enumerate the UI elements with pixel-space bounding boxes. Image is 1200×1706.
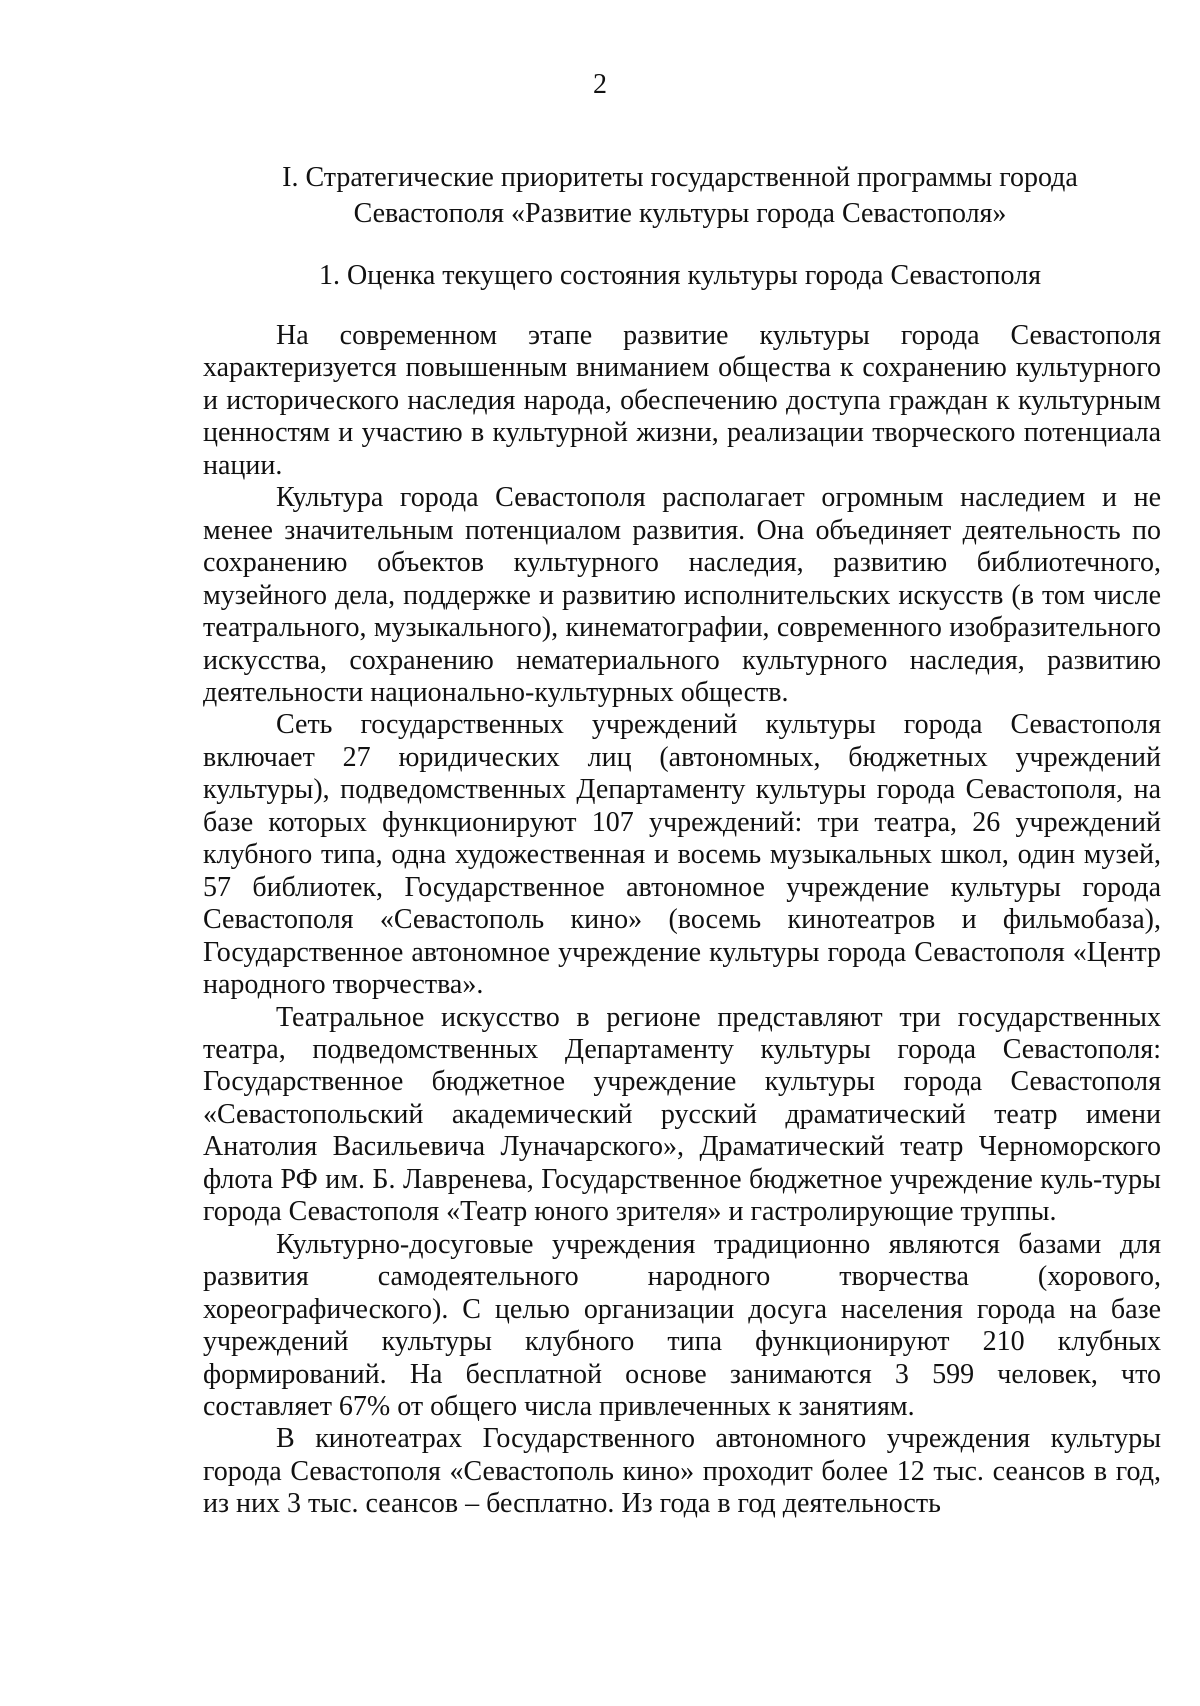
paragraph-5: Культурно-досуговые учреждения традиционно являются базами для развития самодеятельного народного творчества (хорового, хореографического). С целью организации досуга населения города на базе учреждений культуры клубного типа функционируют 210 клубных формирований. На бесплатной основе занимаются 3 599 человек, что составляет 67% от общего числа привлеченных к занятиям. [203,1228,1161,1422]
section-title-line-2: Севастополя «Развитие культуры города Севастополя» [353,198,1007,229]
paragraph-4: Театральное искусство в регионе представляют три государственных театра, подведомственных Департаменту культуры города Севастополя: Государственное бюджетное учреждение культуры города Севастополя «Севастопольский академический русский драматический театр имени Анатолия Васильевича Луначарского», Драматический театр Черноморского флота РФ им. Б. Лавренева, Государственное бюджетное учреждение куль-туры города Севастополя «Театр юного зрителя» и гастролирующие труппы. [203,1001,1161,1228]
section-title-line-1: I. Стратегические приоритеты государственной программы города [282,162,1078,193]
paragraph-6: В кинотеатрах Государственного автономного учреждения культуры города Севастополя «Севастополь кино» проходит более 12 тыс. сеансов в год, из них 3 тыс. сеансов – бесплатно. Из года в год деятельность [203,1423,1161,1520]
paragraph-1: На современном этапе развитие культуры города Севастополя характеризуется повышенным вниманием общества к сохранению культурного и исторического наследия народа, обеспечению доступа граждан к культурным ценностям и участию в культурной жизни, реализации творческого потенциала нации. [203,320,1161,481]
section-title [200,160,1160,232]
subsection-title: 1. Оценка текущего состояния культуры города Севастополя [319,260,1041,291]
page-number: 2 [593,69,607,100]
paragraph-2: Культура города Севастополя располагает огромным наследием и не менее значительным потенциалом развития. Она объединяет деятельность по сохранению объектов культурного наследия, развитию библиотечного, музейного дела, поддержке и развитию исполнительских искусств (в том числе театрального, музыкального), кинематографии, современного изобразительного искусства, сохранению нематериального культурного наследия, развитию деятельности национально-культурных обществ. [203,482,1161,708]
body-text [203,320,1161,1521]
paragraph-3: Сеть государственных учреждений культуры города Севастополя включает 27 юридических лиц (автономных, бюджетных учреждений культуры), подведомственных Департаменту культуры города Севастополя, на базе которых функционируют 107 учреждений: три театра, 26 учреждений клубного типа, одна художественная и восемь музыкальных школ, один музей, 57 библиотек, Государственное автономное учреждение культуры города Севастополя «Севастополь кино» (восемь кинотеатров и фильмобаза), Государственное автономное учреждение культуры города Севастополя «Центр народного творчества». [203,709,1161,1001]
